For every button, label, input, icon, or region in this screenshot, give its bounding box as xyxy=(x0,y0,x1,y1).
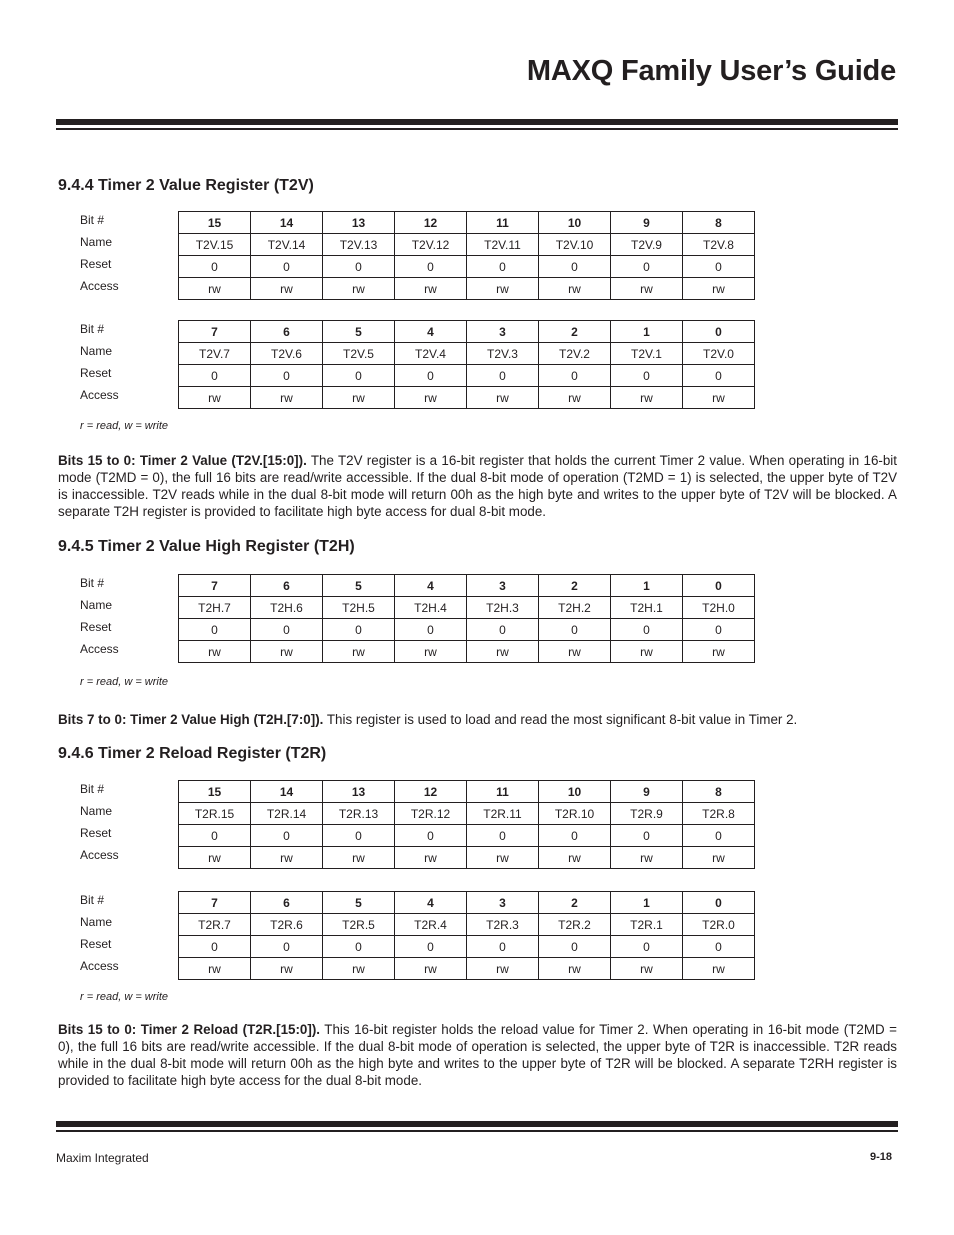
bit-number-cell: 6 xyxy=(251,892,323,914)
bit-name-cell: T2V.10 xyxy=(539,234,611,256)
bits-table xyxy=(178,891,755,980)
access-type-cell: rw xyxy=(611,641,683,663)
bit-number-cell: 0 xyxy=(683,321,755,343)
reset-value-cell: 0 xyxy=(251,936,323,958)
register-table-t2v-high xyxy=(80,211,750,299)
bit-number-cell: 5 xyxy=(323,321,395,343)
reset-value-cell: 0 xyxy=(179,936,251,958)
reset-value-cell: 0 xyxy=(179,619,251,641)
t2r-description-title: Bits 15 to 0: Timer 2 Reload (T2R.[15:0]). xyxy=(58,1022,321,1037)
bit-name-cell: T2R.11 xyxy=(467,803,539,825)
row-label-access: Access xyxy=(80,388,119,402)
table-row-reset xyxy=(179,256,755,278)
table-row-name xyxy=(179,914,755,936)
reset-value-cell: 0 xyxy=(683,256,755,278)
bit-name-cell: T2R.2 xyxy=(539,914,611,936)
bit-name-cell: T2H.5 xyxy=(323,597,395,619)
bit-number-cell: 15 xyxy=(179,781,251,803)
t2v-description xyxy=(58,452,897,520)
reset-value-cell: 0 xyxy=(467,825,539,847)
bit-number-cell: 14 xyxy=(251,781,323,803)
access-type-cell: rw xyxy=(611,387,683,409)
bit-name-cell: T2V.15 xyxy=(179,234,251,256)
bit-name-cell: T2R.0 xyxy=(683,914,755,936)
bit-name-cell: T2H.0 xyxy=(683,597,755,619)
table-row-bit xyxy=(179,212,755,234)
table-row-access xyxy=(179,847,755,869)
reset-value-cell: 0 xyxy=(683,825,755,847)
bit-number-cell: 5 xyxy=(323,575,395,597)
bit-name-cell: T2R.13 xyxy=(323,803,395,825)
table-row-bit xyxy=(179,892,755,914)
bit-name-cell: T2H.4 xyxy=(395,597,467,619)
table-row-name xyxy=(179,597,755,619)
access-type-cell: rw xyxy=(467,278,539,300)
bit-number-cell: 7 xyxy=(179,321,251,343)
bit-name-cell: T2R.8 xyxy=(683,803,755,825)
access-type-cell: rw xyxy=(251,387,323,409)
bit-number-cell: 8 xyxy=(683,212,755,234)
reset-value-cell: 0 xyxy=(611,619,683,641)
bit-number-cell: 3 xyxy=(467,575,539,597)
bit-number-cell: 3 xyxy=(467,892,539,914)
section-heading-t2v: 9.4.4 Timer 2 Value Register (T2V) xyxy=(58,177,314,194)
table-row-name xyxy=(179,343,755,365)
row-label-name: Name xyxy=(80,598,113,612)
bit-name-cell: T2V.6 xyxy=(251,343,323,365)
access-type-cell: rw xyxy=(323,958,395,980)
bit-name-cell: T2H.2 xyxy=(539,597,611,619)
access-type-cell: rw xyxy=(179,958,251,980)
register-table-t2v-low xyxy=(80,320,750,408)
table-row-reset xyxy=(179,619,755,641)
access-type-cell: rw xyxy=(395,958,467,980)
access-type-cell: rw xyxy=(179,278,251,300)
bit-name-cell: T2R.14 xyxy=(251,803,323,825)
register-table-t2h xyxy=(80,574,750,662)
access-type-cell: rw xyxy=(323,847,395,869)
bit-name-cell: T2R.6 xyxy=(251,914,323,936)
reset-value-cell: 0 xyxy=(179,825,251,847)
bit-name-cell: T2R.10 xyxy=(539,803,611,825)
access-type-cell: rw xyxy=(539,641,611,663)
bit-number-cell: 6 xyxy=(251,575,323,597)
bit-name-cell: T2R.4 xyxy=(395,914,467,936)
bit-number-cell: 7 xyxy=(179,892,251,914)
access-type-cell: rw xyxy=(395,387,467,409)
bit-number-cell: 5 xyxy=(323,892,395,914)
bit-name-cell: T2R.9 xyxy=(611,803,683,825)
access-type-cell: rw xyxy=(683,958,755,980)
t2r-description-text: This 16-bit register holds the reload value for Timer 2. When operating in 16-bit mode (T2MD = 0), the full 16 bits are read/write accessible. If the dual 8-bit mode of operation is selected, the upper byte of T2R is inaccessible. T2R reads while in the dual 8-bit mode will return 00h as the high byte and writes to the upper byte of T2R will be blocked. A separate T2RH register is provided to facilitate high byte access for the dual 8-bit mode. xyxy=(58,1022,898,1088)
reset-value-cell: 0 xyxy=(611,936,683,958)
bit-name-cell: T2V.14 xyxy=(251,234,323,256)
bit-number-cell: 13 xyxy=(323,781,395,803)
access-type-cell: rw xyxy=(539,847,611,869)
section-heading-t2r: 9.4.6 Timer 2 Reload Register (T2R) xyxy=(58,745,327,762)
bit-number-cell: 10 xyxy=(539,212,611,234)
table-row-access xyxy=(179,641,755,663)
bit-number-cell: 3 xyxy=(467,321,539,343)
reset-value-cell: 0 xyxy=(179,256,251,278)
bit-name-cell: T2V.3 xyxy=(467,343,539,365)
access-type-cell: rw xyxy=(251,958,323,980)
t2v-description-text: The T2V register is a 16-bit register that holds the current Timer 2 value. When operating in 16-bit mode (T2MD = 0), the full 16 bits are read/write accessible. If the dual 8-bit mode of operation (T2MD = 1) is selected, the upper byte of T2V is inaccessible. T2V reads while in the dual 8-bit mode will return 00h as the high byte and writes to the upper byte of T2V will be blocked. A separate T2H register is provided to facilitate high byte access for dual 8-bit mode. xyxy=(58,453,898,519)
access-type-cell: rw xyxy=(323,387,395,409)
reset-value-cell: 0 xyxy=(251,825,323,847)
access-type-cell: rw xyxy=(179,387,251,409)
table-row-bit xyxy=(179,321,755,343)
row-label-reset: Reset xyxy=(80,826,112,840)
row-label-bit: Bit # xyxy=(80,322,105,336)
t2v-description-title: Bits 15 to 0: Timer 2 Value (T2V.[15:0]). xyxy=(58,453,307,468)
register-table-t2r-high xyxy=(80,780,750,868)
bit-number-cell: 12 xyxy=(395,781,467,803)
register-table-t2r-low xyxy=(80,891,750,979)
bit-name-cell: T2V.1 xyxy=(611,343,683,365)
table-row-reset xyxy=(179,365,755,387)
access-type-cell: rw xyxy=(251,641,323,663)
reset-value-cell: 0 xyxy=(323,619,395,641)
row-label-reset: Reset xyxy=(80,937,112,951)
t2h-description-text: This register is used to load and read the most significant 8-bit value in Timer 2. xyxy=(323,712,798,727)
bit-number-cell: 1 xyxy=(611,892,683,914)
bit-name-cell: T2R.3 xyxy=(467,914,539,936)
bit-name-cell: T2H.3 xyxy=(467,597,539,619)
reset-value-cell: 0 xyxy=(611,365,683,387)
table-row-access xyxy=(179,278,755,300)
row-label-access: Access xyxy=(80,848,119,862)
bit-name-cell: T2V.7 xyxy=(179,343,251,365)
access-type-cell: rw xyxy=(179,847,251,869)
access-type-cell: rw xyxy=(611,958,683,980)
reset-value-cell: 0 xyxy=(395,256,467,278)
access-type-cell: rw xyxy=(611,278,683,300)
bit-number-cell: 2 xyxy=(539,892,611,914)
reset-value-cell: 0 xyxy=(395,365,467,387)
row-label-reset: Reset xyxy=(80,620,112,634)
bit-number-cell: 7 xyxy=(179,575,251,597)
access-type-cell: rw xyxy=(683,847,755,869)
table-row-bit xyxy=(179,781,755,803)
footer-rule-thick xyxy=(56,1121,898,1127)
reset-value-cell: 0 xyxy=(539,825,611,847)
row-label-reset: Reset xyxy=(80,366,112,380)
reset-value-cell: 0 xyxy=(611,825,683,847)
bit-number-cell: 8 xyxy=(683,781,755,803)
access-type-cell: rw xyxy=(395,641,467,663)
reset-value-cell: 0 xyxy=(323,365,395,387)
reset-value-cell: 0 xyxy=(251,256,323,278)
document-title: MAXQ Family User’s Guide xyxy=(526,55,896,87)
reset-value-cell: 0 xyxy=(539,936,611,958)
reset-value-cell: 0 xyxy=(539,365,611,387)
bit-number-cell: 6 xyxy=(251,321,323,343)
row-label-reset: Reset xyxy=(80,257,112,271)
bit-name-cell: T2V.13 xyxy=(323,234,395,256)
access-legend: r = read, w = write xyxy=(80,420,169,432)
bit-name-cell: T2R.5 xyxy=(323,914,395,936)
bit-number-cell: 4 xyxy=(395,575,467,597)
bit-number-cell: 11 xyxy=(467,781,539,803)
bit-name-cell: T2R.12 xyxy=(395,803,467,825)
reset-value-cell: 0 xyxy=(539,256,611,278)
bit-number-cell: 10 xyxy=(539,781,611,803)
table-row-name xyxy=(179,234,755,256)
bit-number-cell: 2 xyxy=(539,575,611,597)
row-label-access: Access xyxy=(80,642,119,656)
bits-table xyxy=(178,574,755,663)
access-legend: r = read, w = write xyxy=(80,676,169,688)
reset-value-cell: 0 xyxy=(395,936,467,958)
row-label-bit: Bit # xyxy=(80,782,105,796)
bit-name-cell: T2V.5 xyxy=(323,343,395,365)
access-type-cell: rw xyxy=(179,641,251,663)
access-type-cell: rw xyxy=(467,847,539,869)
reset-value-cell: 0 xyxy=(323,256,395,278)
reset-value-cell: 0 xyxy=(395,619,467,641)
bit-name-cell: T2V.4 xyxy=(395,343,467,365)
t2h-description-title: Bits 7 to 0: Timer 2 Value High (T2H.[7:0]). xyxy=(58,712,324,727)
reset-value-cell: 0 xyxy=(467,256,539,278)
row-label-bit: Bit # xyxy=(80,576,105,590)
access-type-cell: rw xyxy=(251,278,323,300)
row-label-name: Name xyxy=(80,915,113,929)
access-type-cell: rw xyxy=(251,847,323,869)
reset-value-cell: 0 xyxy=(683,619,755,641)
bit-number-cell: 14 xyxy=(251,212,323,234)
bit-number-cell: 9 xyxy=(611,212,683,234)
access-type-cell: rw xyxy=(539,278,611,300)
reset-value-cell: 0 xyxy=(611,256,683,278)
page-number: 9-18 xyxy=(869,1151,892,1163)
access-type-cell: rw xyxy=(395,278,467,300)
reset-value-cell: 0 xyxy=(683,365,755,387)
bit-name-cell: T2V.9 xyxy=(611,234,683,256)
bits-table xyxy=(178,320,755,409)
bit-name-cell: T2V.2 xyxy=(539,343,611,365)
t2h-description xyxy=(58,711,897,728)
bit-number-cell: 2 xyxy=(539,321,611,343)
header-rule-thick xyxy=(56,119,898,125)
access-type-cell: rw xyxy=(323,278,395,300)
bit-name-cell: T2R.15 xyxy=(179,803,251,825)
bit-number-cell: 9 xyxy=(611,781,683,803)
bit-name-cell: T2H.7 xyxy=(179,597,251,619)
reset-value-cell: 0 xyxy=(467,619,539,641)
row-label-name: Name xyxy=(80,804,113,818)
reset-value-cell: 0 xyxy=(395,825,467,847)
reset-value-cell: 0 xyxy=(179,365,251,387)
bit-number-cell: 12 xyxy=(395,212,467,234)
access-type-cell: rw xyxy=(467,641,539,663)
table-row-bit xyxy=(179,575,755,597)
bit-number-cell: 15 xyxy=(179,212,251,234)
access-type-cell: rw xyxy=(539,958,611,980)
bit-number-cell: 13 xyxy=(323,212,395,234)
bit-number-cell: 0 xyxy=(683,575,755,597)
bits-table xyxy=(178,211,755,300)
bit-number-cell: 0 xyxy=(683,892,755,914)
access-type-cell: rw xyxy=(683,641,755,663)
row-label-bit: Bit # xyxy=(80,893,105,907)
table-row-access xyxy=(179,387,755,409)
bit-number-cell: 11 xyxy=(467,212,539,234)
table-row-reset xyxy=(179,936,755,958)
reset-value-cell: 0 xyxy=(683,936,755,958)
access-type-cell: rw xyxy=(683,278,755,300)
bit-name-cell: T2H.6 xyxy=(251,597,323,619)
footer-rule-thin xyxy=(56,1130,898,1132)
bits-table xyxy=(178,780,755,869)
bit-number-cell: 1 xyxy=(611,575,683,597)
bit-number-cell: 4 xyxy=(395,321,467,343)
reset-value-cell: 0 xyxy=(323,825,395,847)
reset-value-cell: 0 xyxy=(539,619,611,641)
bit-name-cell: T2V.11 xyxy=(467,234,539,256)
reset-value-cell: 0 xyxy=(251,619,323,641)
bit-name-cell: T2V.8 xyxy=(683,234,755,256)
bit-name-cell: T2V.0 xyxy=(683,343,755,365)
section-heading-t2h: 9.4.5 Timer 2 Value High Register (T2H) xyxy=(58,538,355,555)
access-type-cell: rw xyxy=(611,847,683,869)
bit-name-cell: T2R.7 xyxy=(179,914,251,936)
table-row-name xyxy=(179,803,755,825)
access-type-cell: rw xyxy=(395,847,467,869)
reset-value-cell: 0 xyxy=(467,365,539,387)
footer-company: Maxim Integrated xyxy=(56,1151,149,1165)
access-type-cell: rw xyxy=(323,641,395,663)
access-type-cell: rw xyxy=(539,387,611,409)
reset-value-cell: 0 xyxy=(251,365,323,387)
access-legend: r = read, w = write xyxy=(80,991,169,1003)
table-row-reset xyxy=(179,825,755,847)
row-label-name: Name xyxy=(80,344,113,358)
row-label-access: Access xyxy=(80,279,119,293)
row-label-bit: Bit # xyxy=(80,213,105,227)
access-type-cell: rw xyxy=(467,387,539,409)
bit-number-cell: 1 xyxy=(611,321,683,343)
access-type-cell: rw xyxy=(683,387,755,409)
table-row-access xyxy=(179,958,755,980)
row-label-name: Name xyxy=(80,235,113,249)
access-type-cell: rw xyxy=(467,958,539,980)
reset-value-cell: 0 xyxy=(323,936,395,958)
row-label-access: Access xyxy=(80,959,119,973)
bit-name-cell: T2R.1 xyxy=(611,914,683,936)
header-rule-thin xyxy=(56,128,898,130)
bit-name-cell: T2V.12 xyxy=(395,234,467,256)
t2r-description xyxy=(58,1021,897,1089)
reset-value-cell: 0 xyxy=(467,936,539,958)
bit-name-cell: T2H.1 xyxy=(611,597,683,619)
bit-number-cell: 4 xyxy=(395,892,467,914)
